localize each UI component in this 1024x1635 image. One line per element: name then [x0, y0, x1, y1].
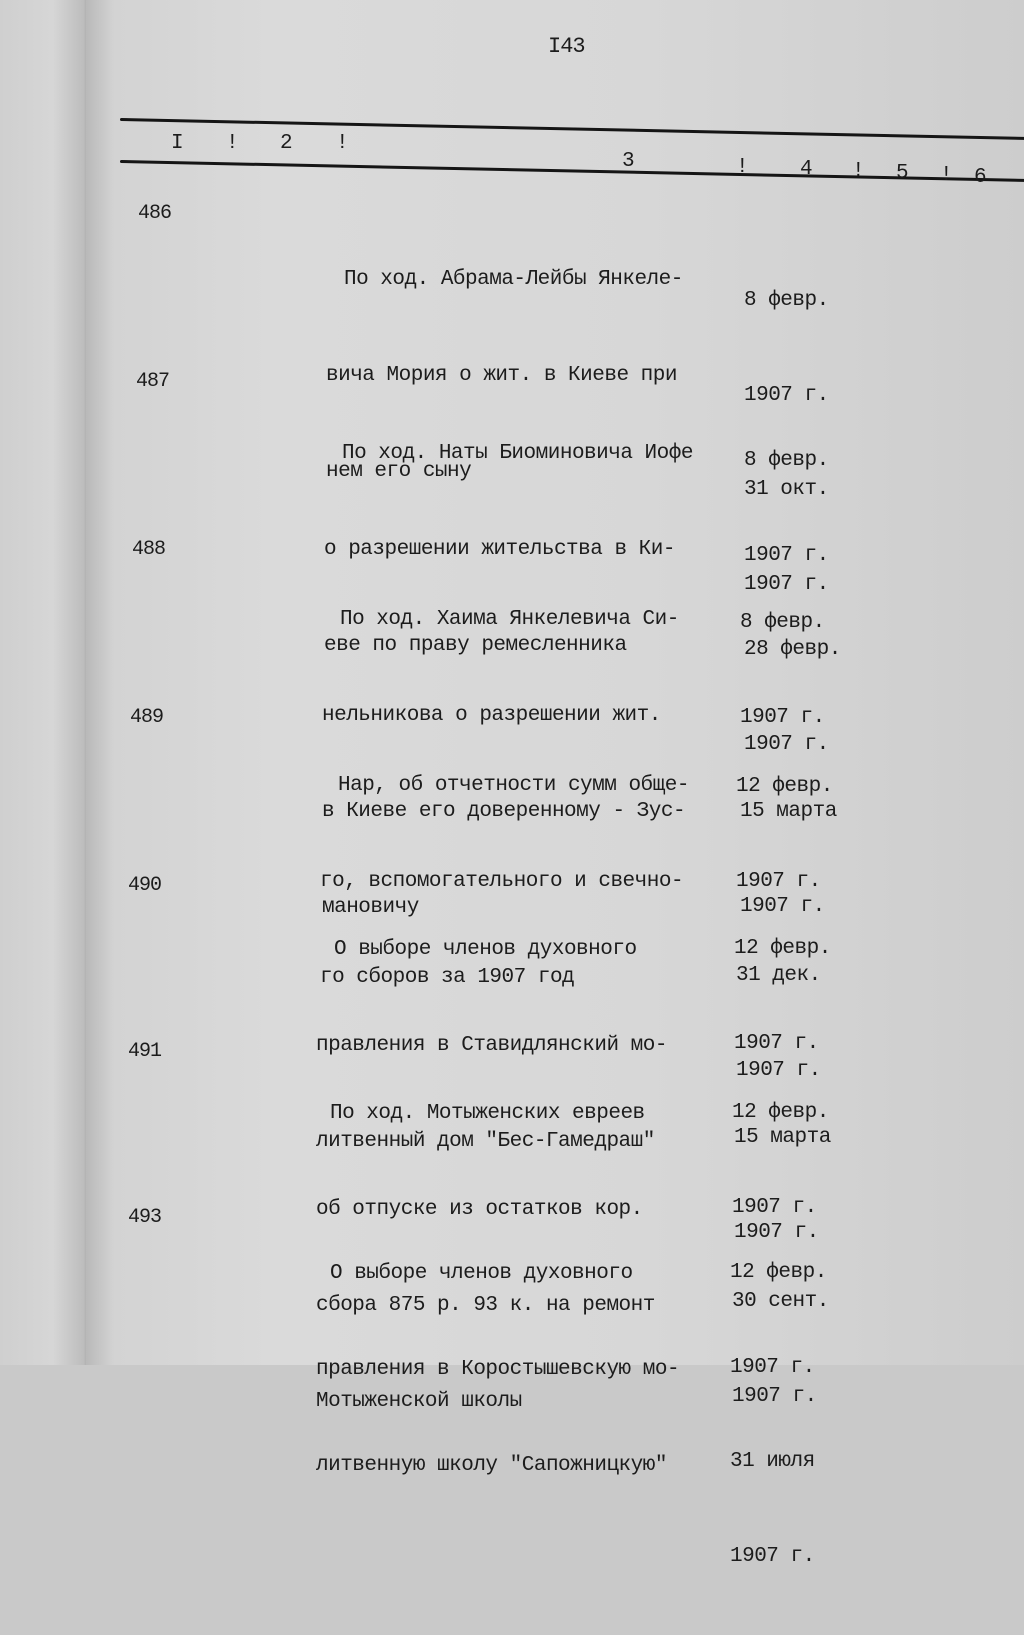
entry-number: 491 [128, 1040, 162, 1063]
entry-number: 493 [128, 1206, 162, 1229]
column-header-6: 6 [974, 166, 987, 189]
entry-dates: 12 февр. 1907 г. 31 июля 1907 г. [730, 1261, 827, 1568]
column-separator: ! [226, 132, 239, 155]
entry-number: 490 [128, 874, 162, 897]
entry-description: По ход. Мотыженских евреев об отпуске из остатков кор. сбора 875 р. 93 к. на ремонт Мотыженской школы [316, 1102, 655, 1413]
previous-page-edge [0, 0, 88, 1365]
entry-description: По ход. Абрама-Лейбы Янкеле- вича Мория о жит. в Киеве при нем его сыну [326, 268, 683, 483]
column-header-2: 2 [280, 132, 293, 155]
column-separator: ! [852, 160, 865, 183]
page-number: I43 [548, 34, 585, 59]
entry-dates: 12 февр. 1907 г. 30 сент. 1907 г. [732, 1101, 829, 1408]
column-header-3: 3 [622, 150, 635, 173]
column-separator: ! [940, 164, 953, 187]
entry-number: 489 [130, 706, 164, 729]
entry-dates: 8 февр. 1907 г. 28 февр. 1907 г. [744, 449, 841, 756]
column-separator: ! [336, 132, 349, 155]
entry-description: Нар, об отчетности сумм обще- го, вспомогательного и свечно- го сборов за 1907 год [320, 774, 689, 989]
column-header-5: 5 [896, 162, 909, 185]
column-header-1: I [171, 132, 184, 155]
entry-number: 486 [138, 202, 172, 225]
entry-description: О выборе членов духовного правления в Ставидлянский мо- литвенный дом "Бес-Гамедраш" [316, 938, 667, 1153]
column-separator: ! [736, 156, 749, 179]
entry-description: По ход. Наты Биоминовича Иофе о разрешении жительства в Ки- еве по праву ремесленника [324, 442, 693, 657]
entry-description: По ход. Хаима Янкелевича Си- нельникова о разрешении жит. в Киеве его доверенному - Зус- мановичу [322, 608, 686, 919]
entry-number: 488 [132, 538, 166, 561]
entry-description: О выборе членов духовного правления в Коростышевскую мо- литвенную школу "Сапожницкую" [316, 1262, 680, 1477]
entry-dates: 8 февр. 1907 г. 15 марта 1907 г. [740, 611, 837, 918]
entry-dates: 12 февр. 1907 г. 15 марта 1907 г. [734, 937, 831, 1244]
entry-dates: 12 февр. 1907 г. 31 дек. 1907 г. [736, 775, 833, 1082]
entry-dates: 8 февр. 1907 г. 31 окт. 1907 г. [744, 289, 829, 596]
column-header-4: 4 [800, 158, 813, 181]
entry-number: 487 [136, 370, 170, 393]
